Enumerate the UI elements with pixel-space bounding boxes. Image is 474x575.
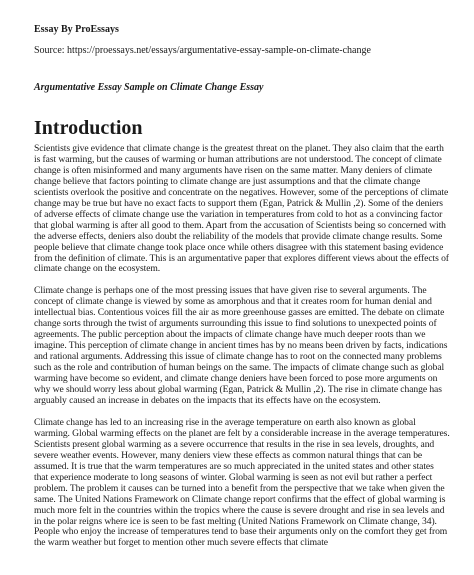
- essay-title: Argumentative Essay Sample on Climate Change Essay: [34, 82, 264, 93]
- section-heading: Introduction: [34, 117, 143, 139]
- essay-body: [34, 144, 450, 560]
- paragraph: Climate change is perhaps one of the most pressing issues that have given rise to several arguments. The concept of climate change is viewed by some as amorphous and that it creates room for human denial and intellectual bias. Contentious voices fill the air as more greenhouse gasses are emitted. The debate on climate change sorts through the twist of arguments surrounding this issue to find solutions to unexpected points of agreements. The public perception about the impacts of climate change have much deeper roots than we imagine. This perception of climate change in ancient times has by no means been driven by facts, indications and rational arguments. Addressing this issue of climate change has to root on the connected many problems such as the role and contribution of human beings on the same. The impacts of climate change such as global warming have become so evident, and climate change deniers have been forced to pose more arguments on why we should worry less about global warming (Egan, Patrick & Mullin ,2). The rise in climate change has arguably caused an increase in debates on the impacts that its effects have on the ecosystem.: [34, 285, 448, 406]
- source-url: Source: https://proessays.net/essays/argumentative-essay-sample-on-climate-change: [34, 45, 371, 56]
- paragraph: Climate change has led to an increasing rise in the average temperature on earth also known as global warming. Global warming effects on the planet are felt by a considerable increase in the average temperatures. Scientists present global warming as a severe occurrence that results in the rise in sea levels, droughts, and severe weather events. However, many deniers view these effects as common natural things that can be assumed. It is true that the warm temperatures are so much appreciated in the united states and other states that experience moderate to long seasons of winter. Global warming is seen as not evil but rather a perfect problem. The problem it causes can be turned into a benefit from the perspective that we take when given the same. The United Nations Framework on Climate change report confirms that the effect of global warming is much more felt in the countries within the tropics where the cause is severe drought and rise in sea levels and in the polar reigns where ice is seen to be fast melting (United Nations Framework on Climate change, 34). People who enjoy the increase of temperatures tend to base their arguments only on the comfort they get from the warm weather but forget to mention other much severe effects that climate: [34, 416, 450, 549]
- site-brand: Essay By ProEssays: [34, 24, 119, 35]
- paragraph: Scientists give evidence that climate change is the greatest threat on the planet. They also claim that the earth is fast warming, but the causes of warming or human attributions are not understood. The concept of climate change is often misinformed and many arguments have risen on the same matter. Many deniers of climate change believe that factors pointing to climate change are just assumptions and that the climate change scientists overlook the positive and concentrate on the negatives. However, some of the perceptions of climate change may be true but have no exact facts to support them (Egan, Patrick & Mullin ,2). Some of the deniers of adverse effects of climate change use the variation in temperatures from cold to hot as a convincing factor that global warming is after all good to them. Apart from the accusation of Scientists being so concerned with the adverse effects, deniers also doubt the reliability of the models that provide climate change results. Some people believe that climate change took place once while others disagree with this statement basing evidence from the definition of climate. This is an argumentative paper that explores different views about the effects of climate change on the ecosystem.: [34, 143, 449, 275]
